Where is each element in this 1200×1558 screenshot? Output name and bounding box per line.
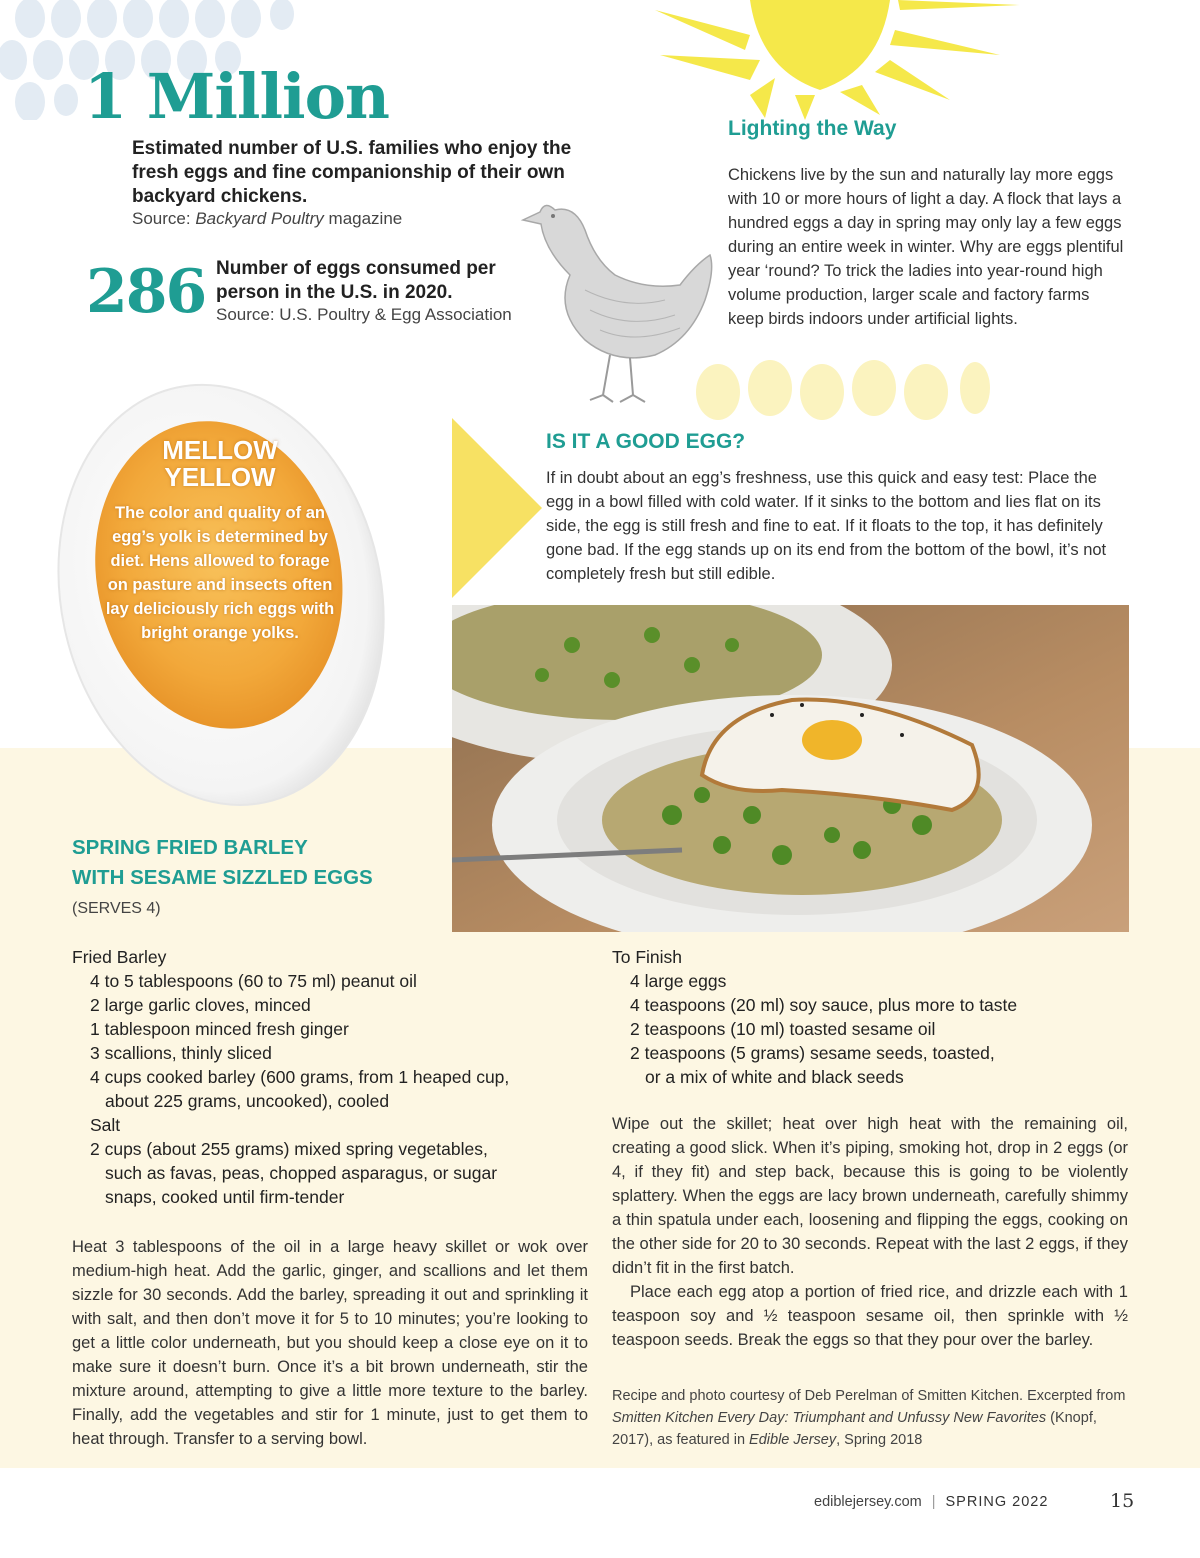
method-right-column xyxy=(612,1112,1128,1352)
lighting-the-way-body: Chickens live by the sun and naturally lay more eggs with 10 or more hours of light a day. A flock that lays a hundred eggs a day in spring may only lay a few eggs during an entire week in winter. Why are eggs plentiful year ‘round? To trick the ladies into year-round high volume production, larger scale and factory farms keep birds indoors under artificial lights. xyxy=(728,166,1124,328)
million-source-prefix: Source: xyxy=(132,209,196,228)
recipe-title xyxy=(72,833,373,893)
eggs-per-person-number: 286 xyxy=(86,257,206,327)
page-footer xyxy=(814,1494,1048,1510)
credit-magazine-title: Edible Jersey xyxy=(749,1432,837,1448)
good-egg-title: IS IT A GOOD EGG? xyxy=(546,430,746,453)
million-headline: 1 Million xyxy=(84,60,389,133)
sun-illustration xyxy=(600,0,1030,120)
yellow-eggs-decoration xyxy=(690,360,990,430)
recipe-serves: (SERVES 4) xyxy=(72,900,161,917)
million-source-title: Backyard Poultry xyxy=(195,209,324,228)
ingredient-item-continued: such as favas, peas, chopped asparagus, or sugar xyxy=(105,1163,498,1183)
credit-book-title: Smitten Kitchen Every Day: Triumphant and Unfussy New Favorites xyxy=(612,1410,1047,1426)
page-number: 15 xyxy=(1110,1490,1135,1512)
ingredient-item: 4 cups cooked barley (600 grams, from 1 heaped cup, xyxy=(90,1067,510,1087)
eggs-per-person-description: Number of eggs consumed per person in the U.S. in 2020. xyxy=(216,258,496,303)
yellow-triangle-decoration xyxy=(452,418,542,598)
credit-text-1: Recipe and photo courtesy of Deb Perelman of Smitten Kitchen. Excerpted from xyxy=(612,1388,1126,1404)
ingredient-item: 2 teaspoons (10 ml) toasted sesame oil xyxy=(630,1019,936,1039)
credit-text-3: , Spring 2018 xyxy=(836,1432,923,1448)
to-finish-ingredients xyxy=(612,945,1132,1089)
footer-issue: SPRING 2022 xyxy=(945,1494,1049,1510)
lighting-the-way-title: Lighting the Way xyxy=(728,117,897,140)
million-source xyxy=(132,209,402,229)
mellow-yellow-body: The color and quality of an egg’s yolk is determined by diet. Hens allowed to forage on pasture and insects often lay deliciously rich eggs with bright orange yolks. xyxy=(105,504,335,642)
footer-separator: | xyxy=(931,1494,936,1510)
ingredient-item-continued: about 225 grams, uncooked), cooled xyxy=(105,1091,390,1111)
million-source-suffix: magazine xyxy=(323,209,403,228)
ingredient-item-continued: snaps, cooked until firm-tender xyxy=(105,1187,345,1207)
recipe-title-line2: WITH SESAME SIZZLED EGGS xyxy=(72,866,373,889)
ingredient-item: 3 scallions, thinly sliced xyxy=(90,1043,272,1063)
mellow-yellow-title xyxy=(110,437,330,491)
footer-site: ediblejersey.com xyxy=(814,1494,922,1510)
ingredients-heading: To Finish xyxy=(612,947,683,967)
ingredient-item: 4 large eggs xyxy=(630,971,727,991)
ingredient-item: 2 large garlic cloves, minced xyxy=(90,995,311,1015)
ingredient-item: 1 tablespoon minced fresh ginger xyxy=(90,1019,349,1039)
good-egg-body: If in doubt about an egg’s freshness, use this quick and easy test: Place the egg in a bowl filled with cold water. If it sinks to the bottom and lies flat on its side, the egg is still fresh and fine to eat. If it floats to the top, it has definitely gone bad. If the egg stands up on its end from the bottom of the bowl, it’s not completely fresh but still edible. xyxy=(546,469,1107,583)
fried-barley-photo xyxy=(452,605,1129,932)
recipe-title-line1: SPRING FRIED BARLEY xyxy=(72,836,308,859)
ingredient-item: 2 cups (about 255 grams) mixed spring vegetables, xyxy=(90,1139,488,1159)
method-paragraph-2: Wipe out the skillet; heat over high heat with the remaining oil, creating a good slick. When it’s piping, smoking hot, drop in 2 eggs (or 4, if they fit) and step back, because this is going to be violently splattery. When the eggs are lacy brown underneath, carefully shimmy a thin spatula under each, loosening and flipping the eggs, cooking on the other side for 20 to 30 seconds. Repeat with the last 2 eggs, if they didn’t fit in the first batch. xyxy=(612,1115,1128,1277)
eggs-per-person-source: Source: U.S. Poultry & Egg Association xyxy=(216,305,512,324)
ingredient-item: 2 teaspoons (5 grams) sesame seeds, toasted, xyxy=(630,1043,995,1063)
million-description: Estimated number of U.S. families who enjoy the fresh eggs and fine companionship of their own backyard chickens. xyxy=(132,138,572,207)
ingredient-item: 4 to 5 tablespoons (60 to 75 ml) peanut oil xyxy=(90,971,417,991)
ingredients-heading: Fried Barley xyxy=(72,947,167,967)
ingredient-item-continued: or a mix of white and black seeds xyxy=(645,1067,904,1087)
ingredient-item: Salt xyxy=(90,1115,121,1135)
credit-text-2: (Knopf, 2017), as featured in xyxy=(612,1410,1097,1448)
fried-barley-ingredients xyxy=(72,945,572,1209)
mellow-title-line1: MELLOW xyxy=(162,435,278,465)
recipe-credit xyxy=(612,1385,1132,1451)
method-paragraph-3: Place each egg atop a portion of fried rice, and drizzle each with 1 teaspoon soy and ½ teaspoon sesame oil, then sprinkle with ½ teaspoon seeds. Break the eggs so that they pour over the barley. xyxy=(612,1283,1128,1349)
ingredient-item: 4 teaspoons (20 ml) soy sauce, plus more to taste xyxy=(630,995,1018,1015)
method-paragraph-1: Heat 3 tablespoons of the oil in a large heavy skillet or wok over medium-high heat. Add the garlic, ginger, and scallions and let them sizzle for 30 seconds. Add the barley, spreading it out and sprinkling it with salt, and then don’t move it for 5 to 10 minutes; you’re looking to get a little color underneath, but you should keep a close eye on it to make sure it doesn’t burn. Once it’s a bit brown underneath, stir the mixture around, attempting to give a little more texture to the barley. Finally, add the vegetables and stir for 1 minute, just to get them to heat through. Transfer to a serving bowl. xyxy=(72,1238,588,1448)
mellow-title-line2: YELLOW xyxy=(164,462,276,492)
